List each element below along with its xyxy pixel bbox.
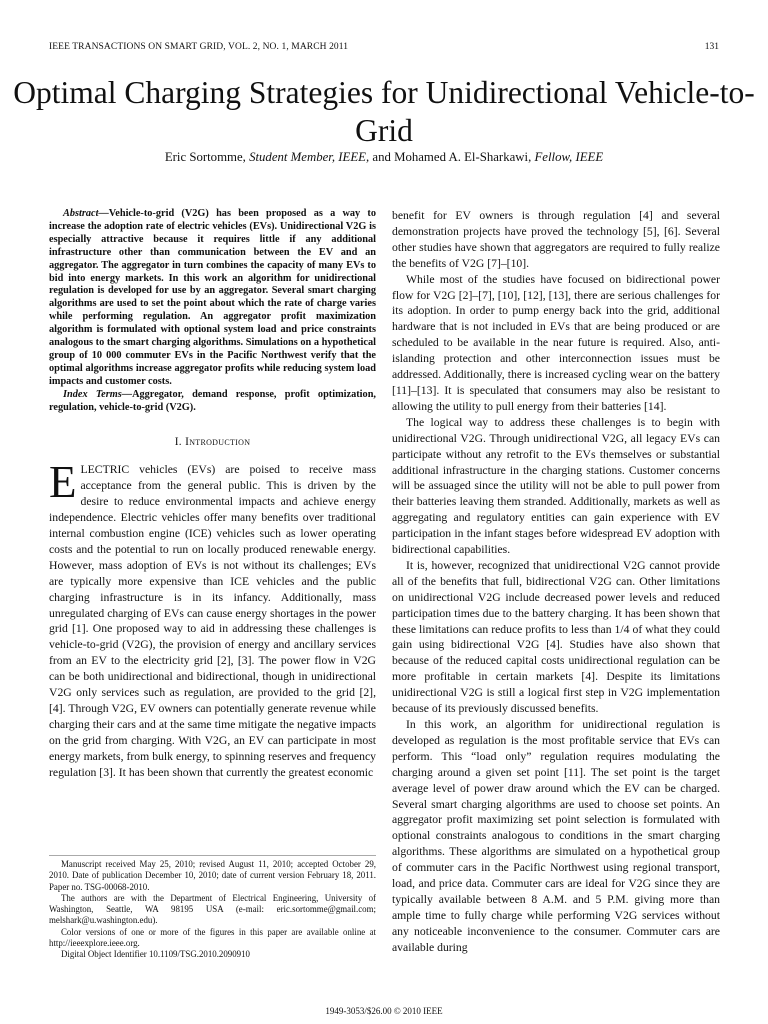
author-affiliation: Student Member, IEEE, [249,150,370,164]
author-affiliation: Fellow, IEEE [534,150,604,164]
section-heading [49,435,376,451]
abstract [49,208,376,389]
intro-paragraph [49,457,377,780]
author-line [0,150,768,165]
section-number: I. [174,435,182,448]
footnotes [49,855,376,961]
author-name: Mohamed A. El-Sharkawi, [394,150,532,164]
right-column [392,208,720,956]
abstract-label: Abstract— [63,208,109,219]
body-paragraph: In this work, an algorithm for unidirectional regulation is developed as regulation is the most profitable service that EVs can perform. This “load only” regulation requires modulating the charging around a given set point [11]. The set point is the target average level of power draw around which the EV can be charged. Several smart charging algorithms are used to choose set points. An aggregator profit maximizing set point selection is formulated with optional constraints analogous to conditions in the smart charging algorithms. These algorithms are simulated on a hypothetical group of commuter cars in the Pacific Northwest using regional transport, load, and price data. Commuter cars are ideal for V2G since they are typically available between 8 A.M. and 5 P.M. giving more than ample time to fully charge while performing V2G services without any noticeable inconvenience to the consumer. Commuter cars are available during [392,718,720,954]
body-paragraph: benefit for EV owners is through regulation [4] and several demonstration projects have proved the technology [5], [6]. Several other studies have shown that aggregators are required to fully realize the benefits of V2G [7]–[10]. [392,209,720,270]
drop-cap: E [49,457,77,508]
footnote-doi: Digital Object Identifier 10.1109/TSG.2010.2090910 [61,949,250,960]
copyright-footer: 1949-3053/$26.00 © 2010 IEEE [325,1006,443,1016]
page-number: 131 [704,42,719,52]
index-terms-text: Aggregator, demand response, profit optimization, regulation, vehicle-to-grid (V2G). [49,388,376,413]
author-conjunction: and [372,150,391,164]
body-paragraph: It is, however, recognized that unidirectional V2G cannot provide all of the benefits that full, bidirectional V2G can. Other limitations on unidirectional V2G include decreased power levels and reduced participation times due to the battery charging. It has been shown that these limitations can reduce profits to less than 1/4 of what they could gain using bidirectional V2G [4]. Studies have also shown that because of the reduced capital costs unidirectional regulation can be more profitable in certain markets [4]. Despite its limitations unidirectional V2G is still a logical first step in V2G implementation because of its previously discussed benefits. [392,558,720,716]
footnote-authors: The authors are with the Department of Electrical Engineering, University of Washington, Seattle, WA 98195 USA (e-mail: eric.sortomme@gmail.com; melshark@u.washington.edu). [49,892,376,926]
intro-lead-word: LECTRIC [80,463,130,477]
abstract-text: Vehicle-to-grid (V2G) has been proposed as a way to increase the adoption rate of electric vehicles (EVs). Unidirectional V2G is especially attractive because it requires little if any additional infrastructure other than communication between the EV and an aggregator. The aggregator in turn combines the capacity of many EVs to bid into energy markets. In this work an algorithm for unidirectional regulation is developed for use by an aggregator. Several smart charging algorithms are used to set the point about which the rate of charge varies while performing regulation. An aggregator profit maximization algorithm is formulated with optional system load and price constraints analogous to the smart charging algorithms. Simulations on a hypothetical group of 10 000 commuter EVs in the Pacific Northwest verify that the optimal algorithms increase aggregator profits while reducing system load impacts and customer costs. [49,208,376,387]
index-terms-label: Index Terms— [63,388,133,400]
author-name: Eric Sortomme, [164,150,246,164]
left-column [49,208,376,781]
intro-text: vehicles (EVs) are poised to receive mass acceptance from the general public. This is driven by the desire to reduce environmental impacts and achieve energy independence. Electric vehicles offer many benefits over traditional internal combustion engine (ICE) vehicles such as lower operating costs and the potential to run on locally produced renewable energy. However, mass adoption of EVs is not without its challenges; EVs are typically more expensive than ICE vehicles and the public charging infrastructure is in its infancy. Additionally, mass unregulated charging of EVs can cause energy shortages in the power grid [1]. One proposed way to aid in addressing these challenges is vehicle-to-grid (V2G), the provision of energy and ancillary services from an EV to the electricity grid [2], [3]. The power flow in V2G can be both unidirectional and bidirectional, though in unidirectional V2G only services such as regulation, are provided to the grid [2], [4]. Through V2G, EV owners can potentially generate revenue while charging their cars and at the same time mitigate the negative impacts on the grid from charging. With V2G, an EV can participate in most energy markets, from bulk energy, to spinning reserves and frequency regulation [3]. It has been shown that currently the greatest economic [49,463,377,779]
body-paragraph: The logical way to address these challenges is to begin with unidirectional V2G. Through unidirectional V2G, all legacy EVs can participate without any retrofit to the EVs themselves or substantial additional infrastructure in the charging stations. Customer concerns will be assuaged since the utility will not be able to pull power from their batteries leaving them stranded. Additionally, markets as well as aggregating and regulatory entities can gain experience with EV participation in the infant stages before widespread EV adoption with bidirectional capabilities. [392,415,720,557]
running-header: IEEE TRANSACTIONS ON SMART GRID, VOL. 2, NO. 1, MARCH 2011 [49,42,349,52]
footnote-manuscript: Manuscript received May 25, 2010; revised August 11, 2010; accepted October 29, 2010. Date of publication December 10, 2010; date of current version February 18, 2011. Paper no. TSG-00068-2010. [49,859,376,892]
section-title: Introduction [185,435,251,448]
body-paragraph: While most of the studies have focused on bidirectional power flow for V2G [2]–[7], [10], [12], [13], there are serious challenges for its adoption. In order to pump energy back into the grid, additional hardware that is not included in EVs that are being produced or are scheduled to be available in the near future is required. Also, anti-islanding protection and other interconnection issues must be addressed. Additionally, there is increased cycling wear on the battery [11]–[13]. It is speculated that consumers may also be resistant to allowing the utility to pull energy from their batteries [14]. [392,272,720,413]
paper-title: Optimal Charging Strategies for Unidirectional Vehicle-to-Grid [13,75,755,148]
index-terms [49,389,376,415]
footnote-color: Color versions of one or more of the figures in this paper are available online at http://ieeexplore.ieee.org. [49,926,376,949]
